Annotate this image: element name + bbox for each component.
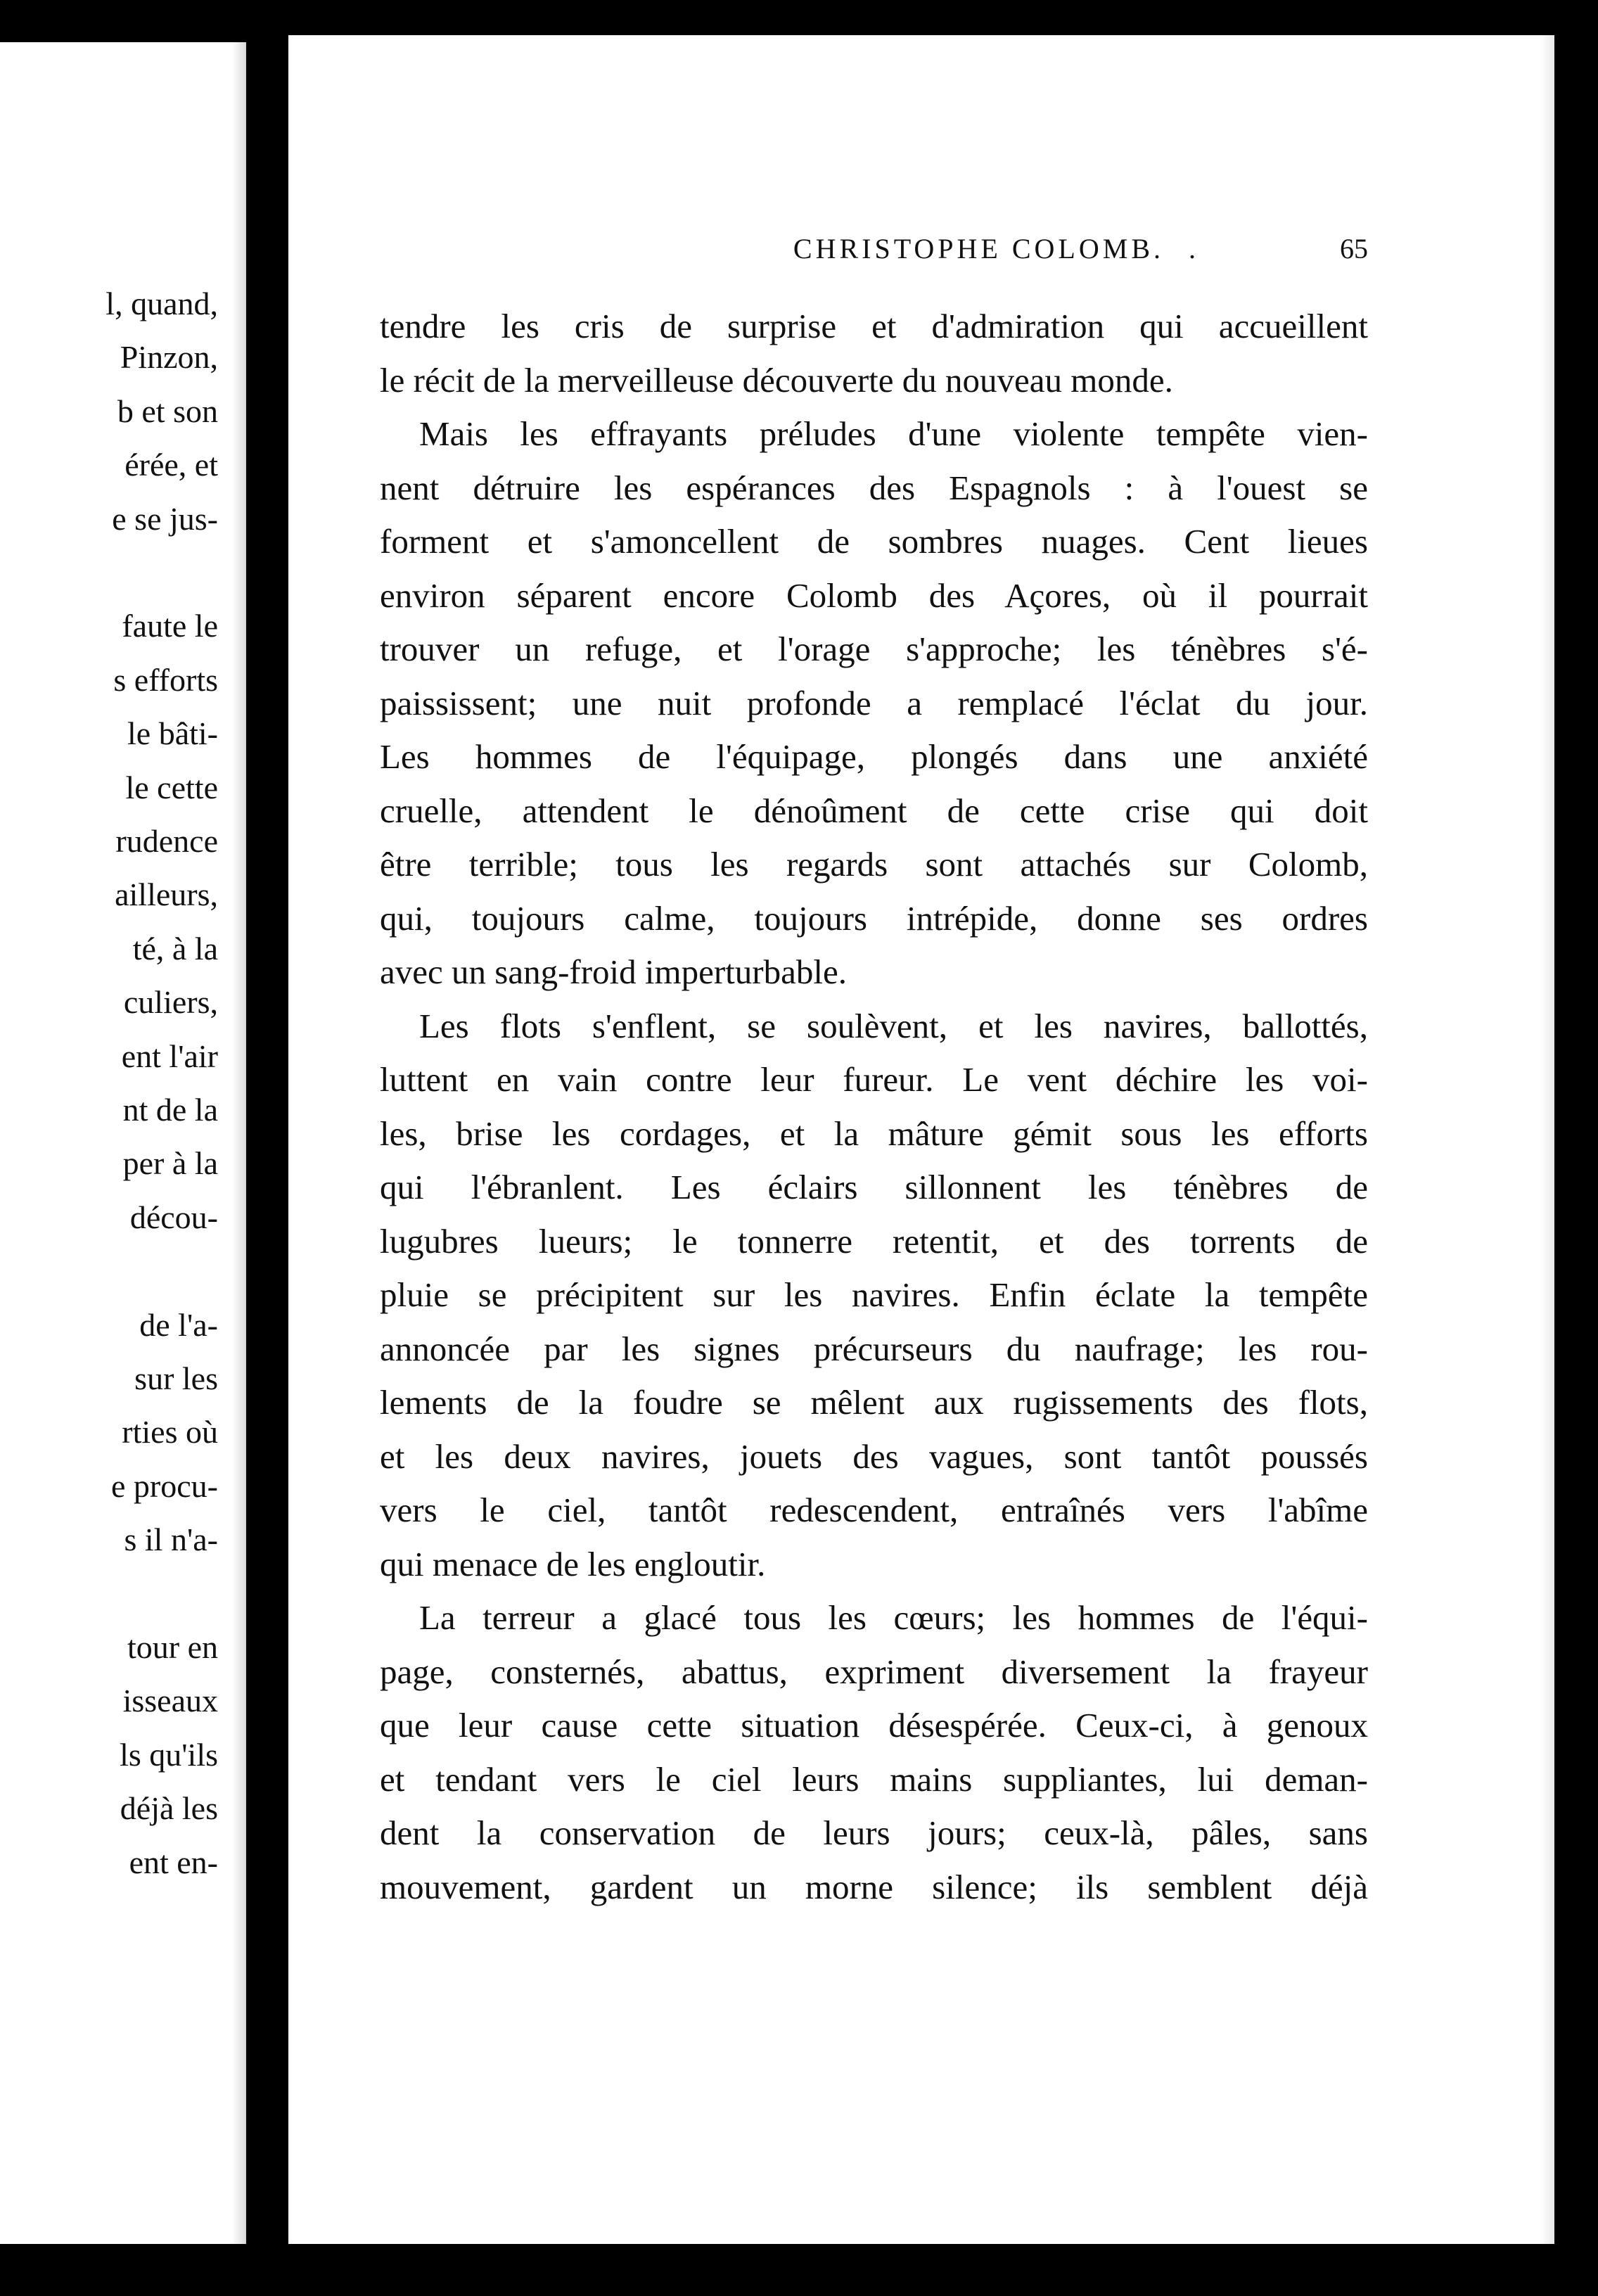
body-line: cruelle, attendent le dénoûment de cette crise qui doit bbox=[380, 791, 1368, 830]
left-page-line: ent en- bbox=[129, 1844, 218, 1880]
left-page-line: e se jus- bbox=[112, 500, 218, 537]
left-page-line: b et son bbox=[117, 393, 218, 429]
body-line: Les flots s'enflent, se soulèvent, et les navires, ballottés, bbox=[419, 1006, 1368, 1045]
left-page-line: e procu- bbox=[111, 1467, 218, 1504]
body-line: lugubres lueurs; le tonnerre retentit, et des torrents de bbox=[380, 1221, 1368, 1261]
page-edge bbox=[1540, 35, 1554, 2244]
body-line: et tendant vers le ciel leurs mains suppliantes, lui deman- bbox=[380, 1759, 1368, 1799]
left-page-line: tour en bbox=[127, 1629, 218, 1665]
left-page-line: déjà les bbox=[120, 1790, 218, 1827]
left-page-line: ls qu'ils bbox=[120, 1736, 218, 1773]
left-page-line: ailleurs, bbox=[115, 876, 218, 913]
page-number: 65 bbox=[1340, 233, 1368, 264]
right-page bbox=[288, 35, 1554, 2244]
left-page-line: décou- bbox=[129, 1199, 218, 1235]
body-line: forment et s'amoncellent de sombres nuages. Cent lieues bbox=[380, 522, 1368, 561]
body-line: Mais les effrayants préludes d'une violente tempête vien- bbox=[419, 414, 1368, 453]
body-line: paississent; une nuit profonde a remplacé l'éclat du jour. bbox=[380, 683, 1368, 722]
left-page-line: culiers, bbox=[123, 984, 218, 1021]
page-header bbox=[380, 232, 1368, 300]
body-line: trouver un refuge, et l'orage s'approche; les ténèbres s'é- bbox=[380, 630, 1368, 668]
body-line: tendre les cris de surprise et d'admiration qui accueillent bbox=[380, 307, 1368, 345]
body-line: environ séparent encore Colomb des Açores, où il pourrait bbox=[380, 575, 1368, 615]
body-line: La terreur a glacé tous les cœurs; les hommes de l'équi- bbox=[419, 1598, 1368, 1637]
left-page-line: faute le bbox=[122, 608, 218, 644]
body-line: qui l'ébranlent. Les éclairs sillonnent les ténèbres de bbox=[380, 1168, 1368, 1206]
body-line: le récit de la merveilleuse découverte du nouveau monde. bbox=[380, 360, 1173, 400]
left-page-line: s efforts bbox=[113, 661, 218, 698]
left-page-line: le bâti- bbox=[127, 715, 218, 752]
body-line: luttent en vain contre leur fureur. Le vent déchire les voi- bbox=[380, 1060, 1368, 1099]
left-page-line: sur les bbox=[134, 1360, 218, 1396]
body-line: dent la conservation de leurs jours; ceux-là, pâles, sans bbox=[380, 1813, 1368, 1852]
left-page-line: ent l'air bbox=[121, 1038, 218, 1074]
left-page-line: le cette bbox=[125, 769, 218, 805]
left-page-line: per à la bbox=[122, 1145, 218, 1182]
left-page-line: rudence bbox=[115, 823, 218, 859]
body-line: Les hommes de l'équipage, plongés dans une anxiété bbox=[380, 737, 1368, 776]
body-line: avec un sang-froid imperturbable. bbox=[380, 952, 847, 991]
body-text bbox=[380, 300, 1368, 1914]
body-line: que leur cause cette situation désespérée. Ceux-ci, à genoux bbox=[380, 1706, 1368, 1745]
body-line: lements de la foudre se mêlent aux rugissements des flots, bbox=[380, 1383, 1368, 1422]
left-page-line: Pinzon, bbox=[120, 339, 218, 376]
body-line: nent détruire les espérances des Espagnols : à l'ouest se bbox=[380, 468, 1368, 507]
left-page-line: l, quand, bbox=[106, 286, 218, 321]
body-line: qui menace de les engloutir. bbox=[380, 1544, 766, 1583]
body-line: mouvement, gardent un morne silence; ils semblent déjà bbox=[380, 1867, 1368, 1906]
body-line: les, brise les cordages, et la mâture gémit sous les efforts bbox=[380, 1114, 1368, 1153]
body-line: annoncée par les signes précurseurs du naufrage; les rou- bbox=[380, 1329, 1368, 1368]
body-line: pluie se précipitent sur les navires. Enfin éclate la tempête bbox=[380, 1275, 1368, 1314]
left-page-line: érée, et bbox=[124, 447, 218, 483]
left-page-line: s il n'a- bbox=[124, 1522, 218, 1558]
body-line: vers le ciel, tantôt redescendent, entraînés vers l'abîme bbox=[380, 1491, 1368, 1529]
body-line: et les deux navires, jouets des vagues, sont tantôt poussés bbox=[380, 1436, 1368, 1476]
left-page bbox=[0, 42, 246, 2244]
body-line: page, consternés, abattus, expriment diversement la frayeur bbox=[380, 1652, 1368, 1691]
left-page-line: rties où bbox=[122, 1414, 218, 1450]
left-page-line: de l'a- bbox=[139, 1306, 218, 1343]
left-page-gutter bbox=[232, 42, 246, 2244]
body-line: être terrible; tous les regards sont attachés sur Colomb, bbox=[380, 845, 1368, 884]
header-dot: . bbox=[1189, 233, 1199, 264]
running-title: CHRISTOPHE COLOMB. bbox=[793, 233, 1164, 264]
left-page-line: isseaux bbox=[122, 1683, 218, 1719]
left-page-line: té, à la bbox=[132, 930, 218, 967]
left-page-line: nt de la bbox=[122, 1092, 218, 1128]
page-content bbox=[380, 232, 1368, 1914]
body-line: qui, toujours calme, toujours intrépide, donne ses ordres bbox=[380, 898, 1368, 938]
